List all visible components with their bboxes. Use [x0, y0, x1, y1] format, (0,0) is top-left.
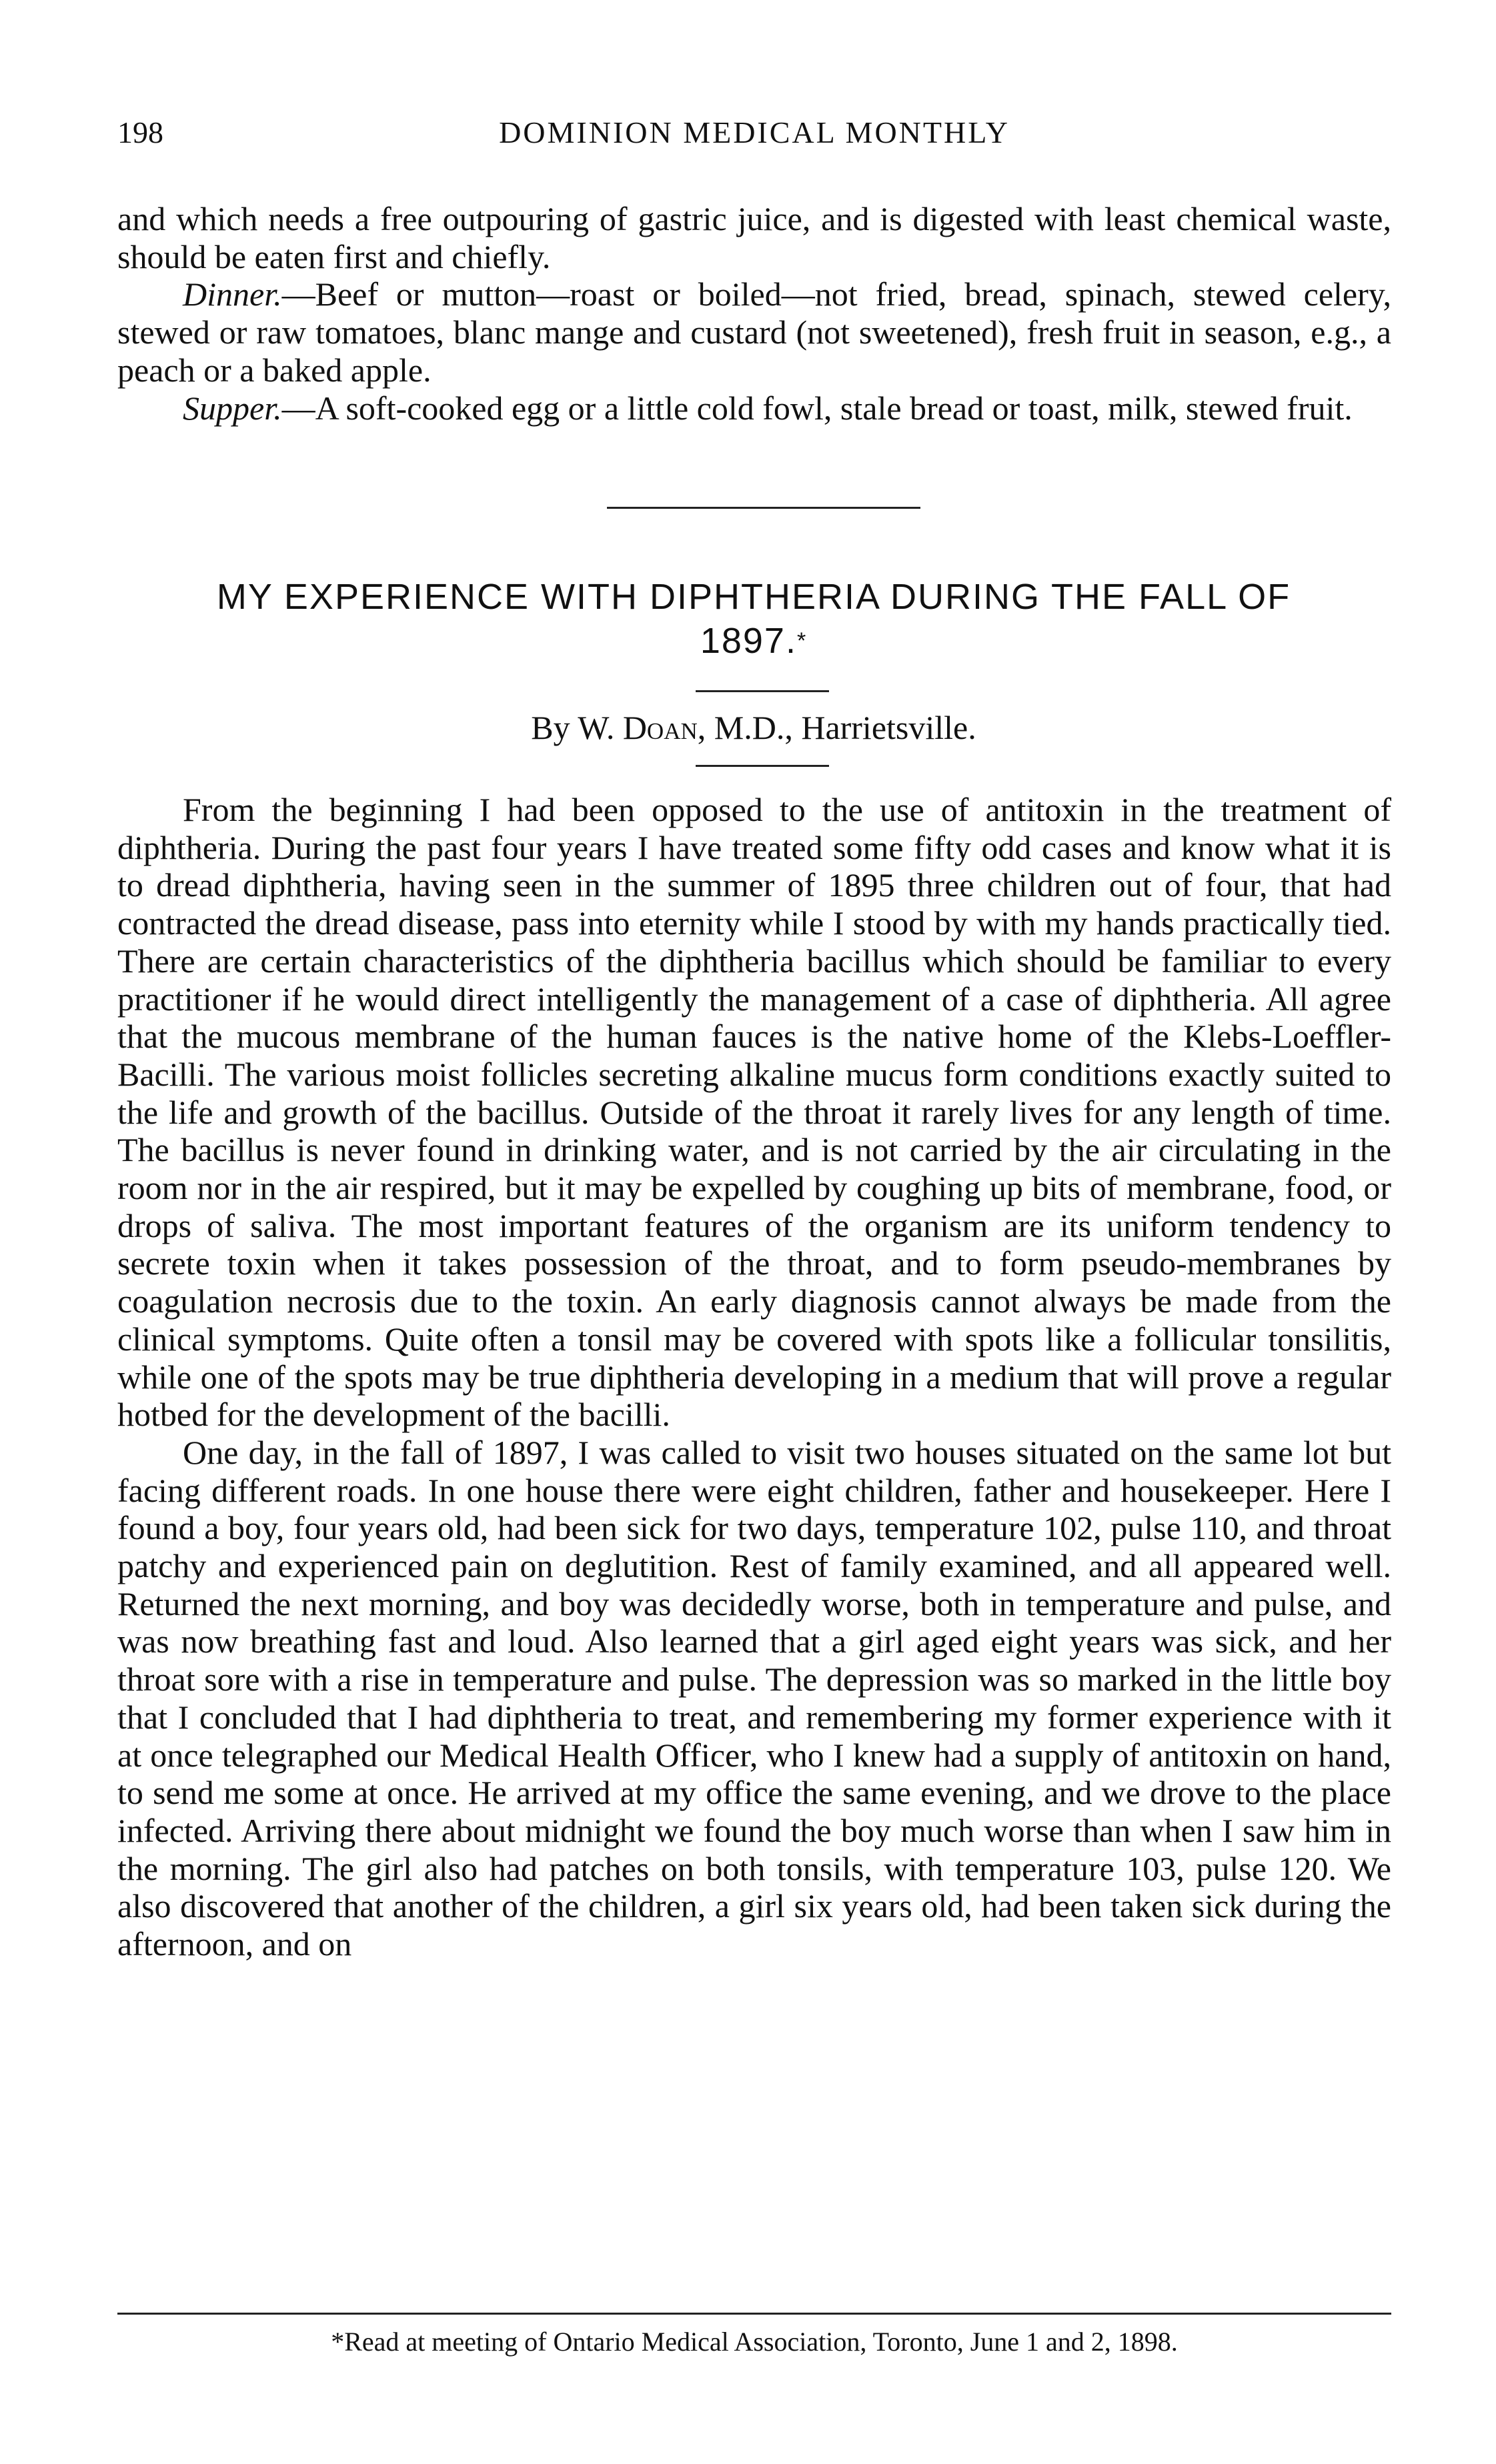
supper-text: —A soft-cooked egg or a little cold fowl, stale bread or toast, milk, stewed fruit.	[281, 389, 1353, 427]
footnote: *Read at meeting of Ontario Medical Association, Toronto, June 1 and 2, 1898.	[331, 2327, 1178, 2357]
supper-label: Supper.	[183, 389, 282, 427]
article-body	[117, 791, 1391, 1963]
dinner-text: —Beef or mutton—roast or boiled—not fried, bread, spinach, stewed celery, stewed or raw tomatoes, blanc mange and custard (not sweetened), fresh fruit in season, e.g., a peach or a baked apple.	[117, 275, 1391, 389]
byline	[200, 708, 1307, 747]
body-paragraph: From the beginning I had been opposed to the use of antitoxin in the treatment of diphtheria. During the past four years I have treated some fifty odd cases and know what it is to dread diphtheria, having seen in the summer of 1895 three children out of four, that had contracted the dread disease, pass into eternity while I stood by with my hands practically tied. There are certain characteristics of the diphtheria bacillus which should be familiar to every practitioner if he would direct intelligently the management of a case of diphtheria. All agree that the mucous membrane of the human fauces is the native home of the Klebs-Loeffler-Bacilli. The various moist follicles secreting alkaline mucus form conditions exactly suited to the life and growth of the bacillus. Outside of the throat it rarely lives for any length of time. The bacillus is never found in drinking water, and is not carried by the air circulating in the room nor in the air respired, but it may be expelled by coughing up bits of membrane, food, or drops of saliva. The most important features of the organism are its uniform tendency to secrete toxin when it takes possession of the throat, and to form pseudo-membranes by coagulation necrosis due to the toxin. An early diagnosis cannot always be made from the clinical symptoms. Quite often a tonsil may be covered with spots like a follicular tonsilitis, while one of the spots may be true diphtheria developing in a medium that will prove a regular hotbed for the development of the bacilli.	[117, 791, 1391, 1434]
page-number: 198	[117, 115, 163, 149]
byline-prefix: By W.	[531, 709, 615, 746]
dinner-label: Dinner.	[183, 275, 282, 313]
dinner-paragraph	[117, 275, 1391, 389]
intro-paragraph: and which needs a free outpouring of gastric juice, and is digested with least chemical waste, should be eaten first and chiefly.	[117, 200, 1391, 275]
article-title	[200, 575, 1307, 663]
byline-suffix: , M.D., Harrietsville.	[697, 709, 976, 746]
body-paragraph: One day, in the fall of 1897, I was called to visit two houses situated on the same lot but facing different roads. In one house there were eight children, father and housekeeper. Here I found a boy, four years old, had been sick for two days, temperature 102, pulse 110, and throat patchy and experienced pain on deglutition. Rest of family examined, and all appeared well. Returned the next morning, and boy was decidedly worse, both in temperature and pulse, and was now breathing fast and loud. Also learned that a girl aged eight years was sick, and her throat sore with a rise in temperature and pulse. The depression was so marked in the little boy that I concluded that I had diphtheria to treat, and remembering my former experience with it at once telegraphed our Medical Health Officer, who I knew had a supply of antitoxin on hand, to send me some at once. He arrived at my office the same evening, and we drove to the place infected. Arriving there about midnight we found the boy much worse than when I saw him in the morning. The girl also had patches on both tonsils, with temperature 103, pulse 120. We also discovered that another of the children, a girl six years old, had been taken sick during the afternoon, and on	[117, 1433, 1391, 1963]
author-name: Doan	[622, 709, 698, 746]
footnote-divider	[117, 2313, 1391, 2315]
title-divider	[696, 690, 829, 692]
running-head	[117, 115, 1391, 161]
journal-title: DOMINION MEDICAL MONTHLY	[499, 115, 1010, 149]
footnote-marker: *	[796, 628, 808, 654]
previous-article-conclusion	[117, 200, 1391, 427]
byline-divider	[696, 765, 829, 767]
supper-paragraph	[117, 389, 1391, 427]
article-title-text: MY EXPERIENCE WITH DIPHTHERIA DURING THE FALL OF 1897.	[216, 577, 1291, 661]
section-divider	[607, 507, 920, 509]
